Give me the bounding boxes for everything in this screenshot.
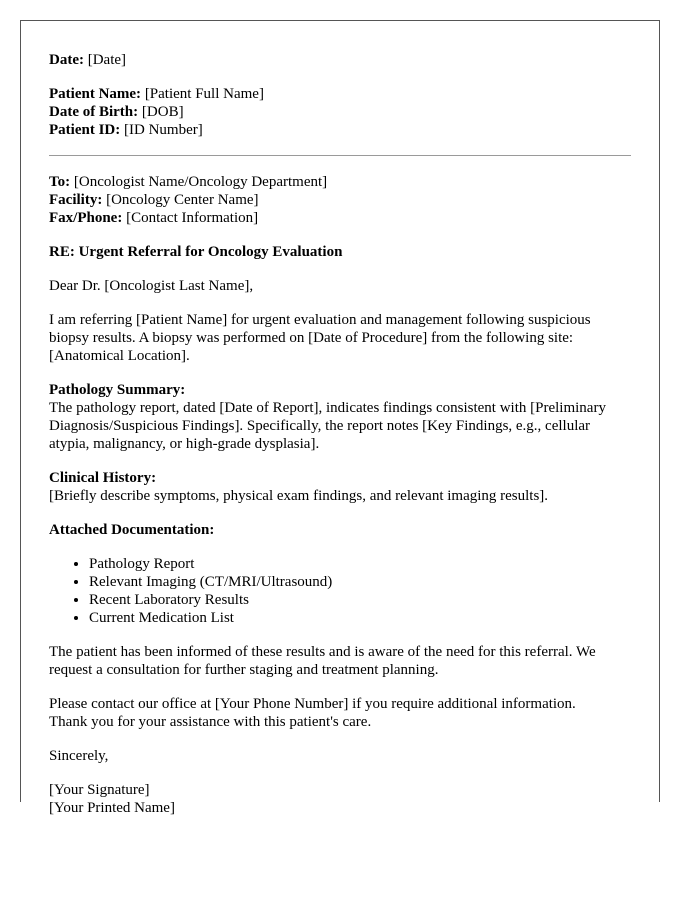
facility-label: Facility: [49, 192, 103, 208]
contact-line-2: Thank you for your assistance with this patient's care. [49, 714, 372, 730]
list-item: • Recent Laboratory Results [89, 591, 631, 609]
patient-name-label: Patient Name: [49, 86, 142, 102]
date-label: Date: [49, 52, 84, 68]
patient-id-label: Patient ID: [49, 122, 121, 138]
pathology-section [49, 381, 631, 453]
informed-paragraph: The patient has been informed of these results and is aware of the need for this referral. We request a consultation for further staging and treatment planning. [49, 644, 596, 678]
pathology-text: The pathology report, dated [Date of Report], indicates findings consistent with [Preliminary Diagnosis/Suspicious Findings]. Specifically, the report notes [Key Findings, e.g., cellular atypia, malignancy, or high-grade dysplasia]. [49, 400, 606, 452]
history-section [49, 469, 631, 505]
referral-letter [20, 20, 660, 816]
patient-name-line [49, 85, 631, 103]
facility-value: [Oncology Center Name] [106, 192, 259, 208]
date-value: [Date] [87, 52, 127, 68]
dob-line [49, 103, 631, 121]
facility-line [49, 191, 631, 209]
attachments-heading: Attached Documentation: [49, 522, 215, 538]
patient-id-line [49, 121, 631, 139]
contact-line-1: Please contact our office at [Your Phone Number] if you require additional information. [49, 696, 576, 712]
to-label: To: [49, 174, 71, 190]
patient-id-value: [ID Number] [124, 122, 203, 138]
signature: [Your Signature] [49, 782, 150, 798]
signature-block [49, 781, 631, 817]
fax-line [49, 209, 631, 227]
to-value: [Oncologist Name/Oncology Department] [73, 174, 328, 190]
dob-value: [DOB] [141, 104, 184, 120]
dob-label: Date of Birth: [49, 104, 139, 120]
recipient-info [49, 173, 631, 227]
letter-content [21, 21, 659, 817]
history-text: [Briefly describe symptoms, physical exam findings, and relevant imaging results]. [49, 488, 549, 504]
list-item: • Relevant Imaging (CT/MRI/Ultrasound) [89, 573, 631, 591]
section-divider [49, 155, 631, 156]
patient-name-value: [Patient Full Name] [144, 86, 264, 102]
intro-paragraph: I am referring [Patient Name] for urgent evaluation and management following suspicious biopsy results. A biopsy was performed on [Date of Procedure] from the following site: [Anatomical Location]. [49, 312, 591, 364]
fax-value: [Contact Information] [126, 210, 259, 226]
salutation: Dear Dr. [Oncologist Last Name], [49, 278, 254, 294]
subject-line: RE: Urgent Referral for Oncology Evaluation [49, 244, 343, 260]
pathology-heading: Pathology Summary: [49, 382, 186, 398]
closing: Sincerely, [49, 748, 109, 764]
printed-name: [Your Printed Name] [49, 800, 175, 816]
list-item: • Pathology Report [89, 555, 631, 573]
patient-info [49, 85, 631, 139]
history-heading: Clinical History: [49, 470, 157, 486]
to-line [49, 173, 631, 191]
fax-label: Fax/Phone: [49, 210, 123, 226]
attachments-list [49, 555, 631, 627]
list-item: • Current Medication List [89, 609, 631, 627]
date-line [49, 51, 631, 69]
contact-paragraph [49, 695, 631, 731]
